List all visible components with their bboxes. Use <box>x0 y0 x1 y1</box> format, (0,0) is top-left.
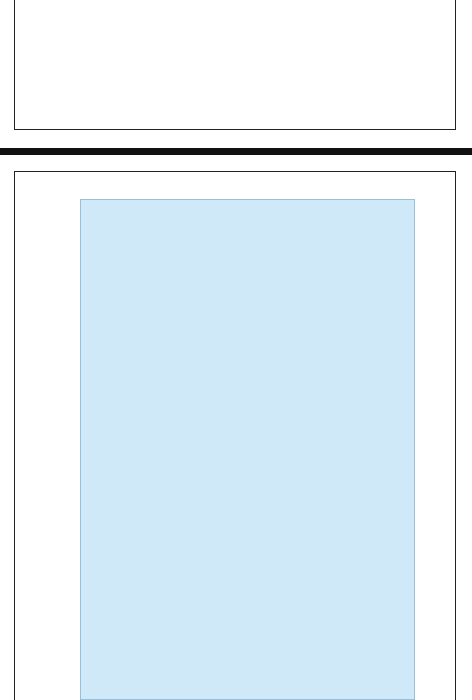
sample-run-console <box>80 199 415 700</box>
exercise-box <box>14 0 456 130</box>
section-divider <box>0 148 472 155</box>
